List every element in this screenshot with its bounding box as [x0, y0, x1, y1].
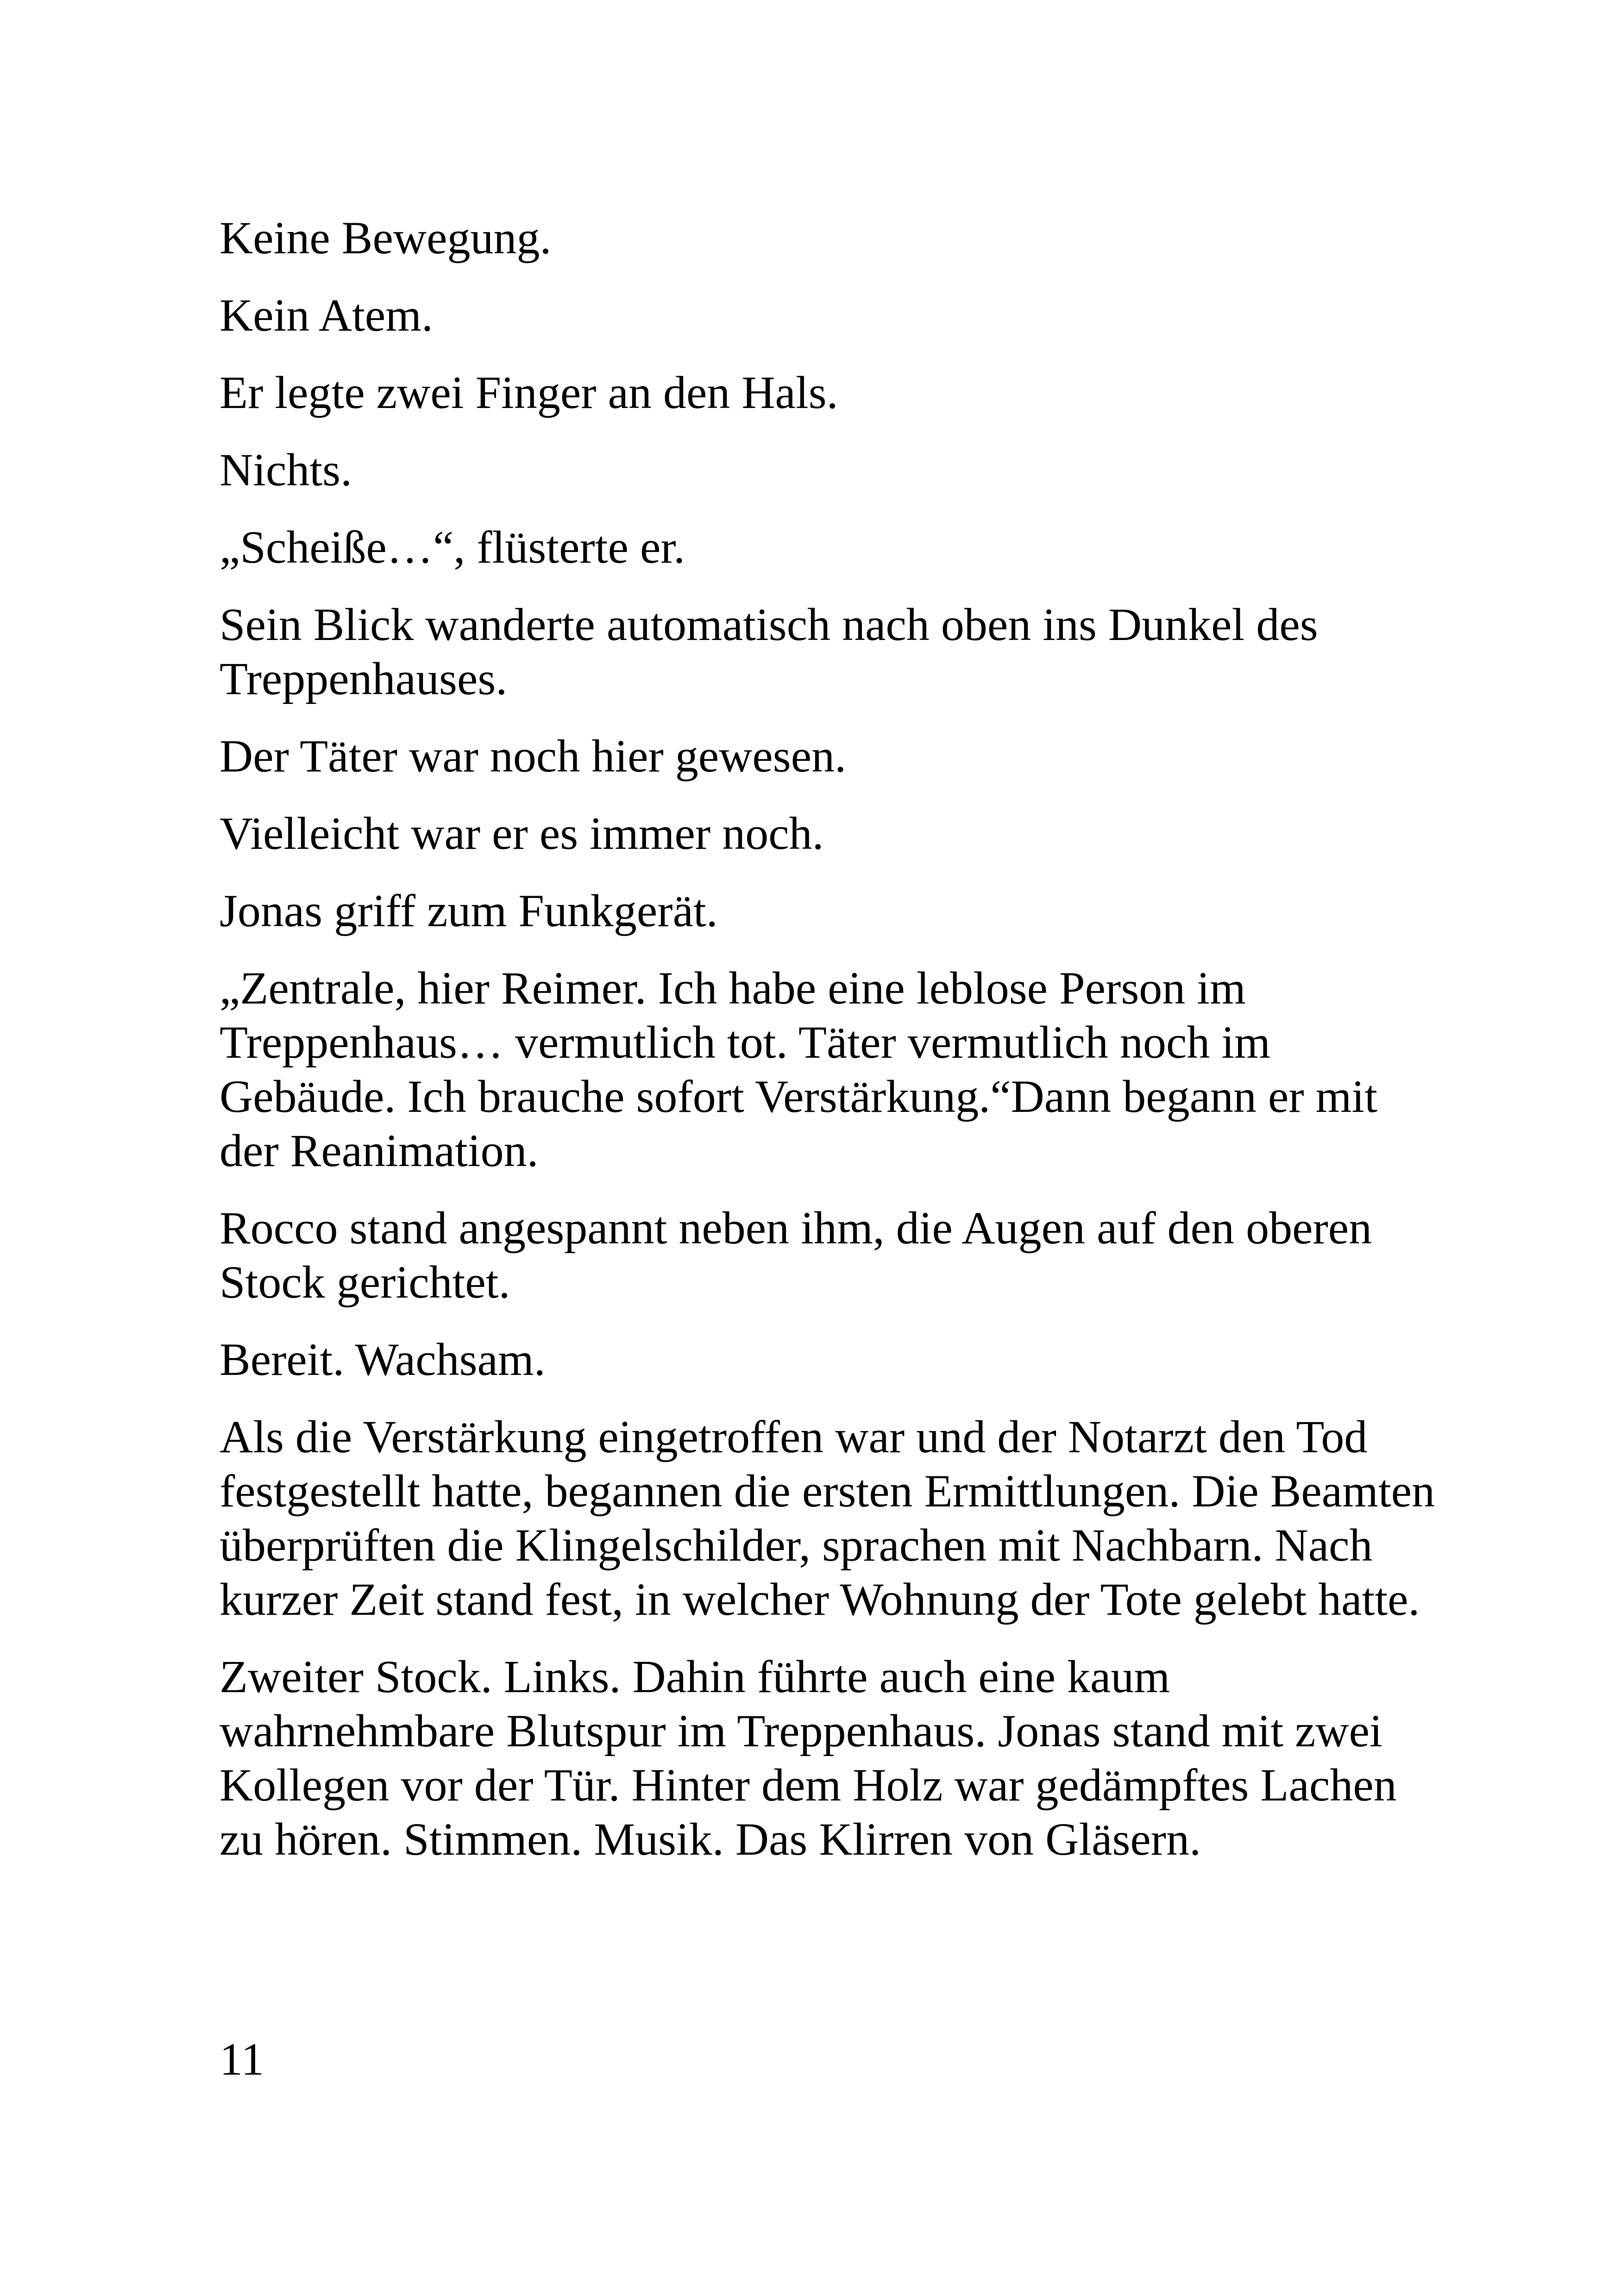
paragraph: Zweiter Stock. Links. Dahin führte auch eine kaum wahrnehmbare Blutspur im Treppenhaus. Jonas stand mit zwei Kollegen vor der Tür. Hinter dem Holz war gedämpftes Lachen zu hören. Stimmen. Musik. Das Klirren von Gläsern. [220, 1651, 1397, 1865]
paragraph: Der Täter war noch hier gewesen. [220, 730, 847, 782]
paragraph: „Scheiße…“, flüsterte er. [220, 521, 685, 573]
paragraph: Rocco stand angespannt neben ihm, die Augen auf den oberen Stock gerichtet. [220, 1202, 1372, 1308]
paragraph: Er legte zwei Finger an den Hals. [220, 367, 838, 418]
paragraph: Kein Atem. [220, 289, 434, 341]
paragraph: „Zentrale, hier Reimer. Ich habe eine leblose Person im Treppenhaus… vermutlich tot. Täter vermutlich noch im Gebäude. Ich brauche sofort Verstärkung.“Dann begann er mit der Reanimation. [220, 962, 1377, 1176]
paragraph: Als die Verstärkung eingetroffen war und der Notarzt den Tod festgestellt hatte, begannen die ersten Ermittlungen. Die Beamten überprüften die Klingelschilder, sprachen mit Nachbarn. Nach kurzer Zeit stand fest, in welcher Wohnung der Tote gelebt hatte. [220, 1411, 1435, 1625]
paragraph: Bereit. Wachsam. [220, 1334, 546, 1385]
paragraph: Nichts. [220, 444, 352, 496]
paragraph: Vielleicht war er es immer noch. [220, 808, 824, 859]
paragraph: Sein Blick wanderte automatisch nach oben ins Dunkel des Treppenhauses. [220, 599, 1318, 704]
paragraph: Keine Bewegung. [220, 212, 552, 263]
paragraph: Jonas griff zum Funkgerät. [220, 885, 718, 936]
page-number: 11 [220, 2033, 264, 2085]
body-text [220, 211, 1442, 1889]
